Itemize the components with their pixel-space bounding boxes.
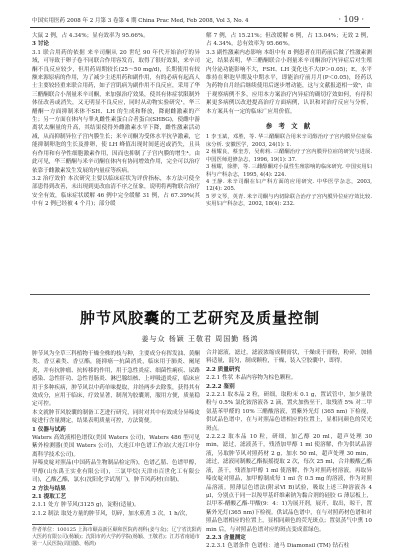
section-heading: 2 方法与结果 <box>32 485 66 492</box>
paragraph: 合并滤液，滤过，滤液浓缩成稠膏状，干燥成干膏粉，粉碎，加辅料适量，混匀，制成颗粒，干燥，装入空胶囊中，即得。 <box>206 350 372 365</box>
body-right-column <box>206 349 372 554</box>
paragraph: 大鼠 2 例，占 4.34%；显有效率为 95.66%。 <box>32 33 149 39</box>
section-heading: 3 讨论 <box>32 41 50 48</box>
article-divider <box>30 294 370 295</box>
reference-item: 3 杨耀，徐胖，等. 三雌醇酮对小鼠性生殖影响的临床研究. 中国实用妇科与产科杂志，1995, 4(4): 224. <box>206 164 372 178</box>
paragraph: 3.3 副性激素内态影响 本组中有 8 例患者在用药前后做了性激素测定，结果表明，华三醋酮联合小剂量米辛司酮治疗内异症后对生殖内分泌功能影响不大，FSH、LH 变化也不大(P＞0.05)；E，水平维持在卵泡早期及中期水平，即能治疗前月月(P＜0.05)，经药以为药物自月经后继续使用后逐步增动能，这与文献报道相一致⁵，由于观察病例不多，应用本方案治疗内异症的确切疗效如何，有待积累更多病例以改进提高治疗方面病例，认识和对治疗反应与分析，本方案具有一定的临床广应用价值。 <box>206 49 372 115</box>
paragraph: 3.2 治疗效价 本次研究主要以临床症状为评价指标，本方法可使全部患得到改善，未出现到更改血清不序之征象，说明将两物联合治疗安全有效，临床症状缓解 46 例中完全缓解 31 例，占 67.39%(其中有 2 例已经被 4 个月)；部分缓 <box>32 175 200 208</box>
paragraph: 2.2.1 性状 本品内容物为棕色颗粒。 <box>206 375 297 382</box>
subsection-heading: 2.2.2 鉴别 <box>206 383 235 390</box>
top-right-column <box>206 32 372 287</box>
section-heading: 1 仪器与试药 <box>32 426 66 433</box>
paragraph: Waters 高效液相色谱仪(美国 Waters 公司)，Waters 486 型可见紫外检测器(美国 Waters 公司)，大连江申色谱工作站(大连江申分离科学技术公司)。 <box>32 435 200 458</box>
reference-item: 5 罗文琴，英青. 米辛司酮与内切除联合治疗子宫内膜异位症疗效比较. 实用妇产科杂志，2002, 18(4): 232. <box>206 193 372 208</box>
footnote-rule <box>32 524 92 525</box>
reference-item: 1 李玉斌，邓胜，等. 华三醋酮联合用米辛司醇治疗子宫内膜异位症临床分析. 安徽医学，2003, 24(1): 1. <box>206 134 372 148</box>
page-number: · 109 · <box>338 15 364 24</box>
top-left-column <box>32 32 200 287</box>
header-rule <box>30 27 370 28</box>
body-left-column <box>32 350 200 520</box>
paragraph: 2.1.2 制法 取处方量的肿节风，切碎，加水煎煮 3 次，1 h/次， <box>32 510 191 517</box>
subsection-heading: 2.2.3 含量测定 <box>206 534 246 541</box>
running-header: 中国实用医药 2008 年 2 月第 3 卷第 4 期 China Prac Med, Feb 2008, Vol 3, No. 4 <box>32 18 249 24</box>
article-title: 肿节风胶囊的工艺研究及质量控制 <box>79 309 320 327</box>
paragraph: 2.1.1 处方 肿节风(3125 g)，淀粉(适量)。 <box>32 502 140 509</box>
paragraph: 本文就肿节风胶囊的制备工艺进行研究，同时对其中有效成分异嗪皮啶进行含量测定，结果表明质量可控，方法简便。 <box>32 409 200 425</box>
article-authors: 姜与众 杨颖 王敬君 周国勤 杨鸿 <box>141 335 259 343</box>
reference-item: 4 王静. 米辛司酮在妇产科方面的应用研究. 中华医学杂志，2003, 12(4): 205. <box>206 178 372 193</box>
reference-item: 2 杨耀良，蔡奎芳，吴莉莉. 三醋酮治疗子宫内膜异位症的研究与进展. 中国医师进修杂志，1996, 19(1): 37. <box>206 149 372 163</box>
paragraph: 2.2.3.1 色谱条件 色谱柱：迪马 Diamonsil (TM) 钻石柱 <box>206 543 350 550</box>
references-title: 参 考 文 献 <box>265 122 313 131</box>
author-affiliation-footnote: 作者单位：100125 上海市颐高新区颐和医院药剂科(姜与众)；辽宁省沈阳药大医药有限公司(杨颖)；沈阳市药大学药学院(杨颖、王敬君)；江苏省南通市第一人民医院(周国勤、杨鸿) <box>32 527 202 547</box>
subsection-heading: 2.1 提取工艺 <box>32 493 67 500</box>
paragraph: 异嗪皮啶对照品(中国药品生物制品检定所)，色谱乙腈、色谱甲醇，甲醇(山东禹王实业有限公司)，三氯甲烷(天津市百世化工有限公司)，乙酸乙酯，氯水(沈阳化学试剂厂)，肿节风药材(自制)。 <box>32 460 200 484</box>
subsection-heading: 2.2 质量研究 <box>206 366 241 373</box>
paragraph: 肿节风为全草三科植物干燥全株的枝与种，主要成分有挥发油、黄酮类、香豆素类、香豆酯，能抑癌一抗菌消炎，临床用于肺炎、阑尾炎，并有抗肿瘤、抗转移的作用，用于急性炎症、细菌性痢疾、尿路感染、急性肝功、急性胃肠炎、淋巴腺结核、上呼吸道炎症，临床应用于多种疾病，肿节风以中药单味提取，并经两步去除浆，获得其有效成分，应用于临床，疗效显著，制剂为胶囊剂，服用方便，质量稳定可控。 <box>32 351 200 408</box>
paragraph: 2.2.2.2 取本品 10 粒，研细，加乙醇 20 ml，超声处理 30 min，滤过，滤液蒸干，残渣加甲醇 1 ml 使溶解，作为供试品溶液，另取肿节风对照药材 2 g，加水 50 ml，超声处理 30 min，滤过，滤液同制酸乙酯振摇提取 2 次，每次 25 ml，合并酸酸乙酯液，蒸干，残渣加甲醇 1 ml 使溶解，作为对照药材溶液。再取异嗪皮啶对照品，加甲醇制成每 1 ml 含 0.5 mg 的溶液，作为对照品溶液。照薄层色谱法(附录Ⅵ B)试验，吸取上述三种溶液各 4 μl，分别点于同一以羧甲基纤维素钠为黏合剂的硅胶 G 薄层板上，以甲苯-醋酸乙酯-甲酸(9：4：1)为展开剂，展开，取出，晾干，置紫外光灯(365 nm)下检视。供试品色谱中，在与对照药材色谱和对照品色谱相应的位置上，显相同颜色的荧光斑点；置氨蒸气中熏 10 min 后，与对照品色谱对应的斑点变成蓝绿色。 <box>206 434 372 533</box>
paragraph: 2.2.2.1 取本品 2 粒，研细，取粉末 0.1 g，置试管中，加少量铁粉与 0.5% 氯化铵溶液各 2 滴，置火加热至干，取残渣 5% 对二甲氨基苯甲醛的 10% 三醋酸溶液，置紫外光灯 (365 nm) 下检视，供试品色谱中，在与对照品色谱相应的位置上，显相同颜色的荧光斑点。 <box>206 392 372 432</box>
paragraph: 3.1 联合用药的依据 来辛司酮从 20 世纪 90 年代开始治疗的异域，可导致于卵子卷不同联合作用容发育，取得了很好效果，来辛司酮不良反应较少，但用药周期较长(25～50 mg/d)，长期使用有较额来源原病的作用，为了减少主述用药和副作用，有的必病有起高人士主要较轻重来联合用药，如子宫肌病为副作用不良反应，采用了华三醋酮联合小剂量米辛司酮，来加强治疗效果，使其有体症状限制外体征改善或消失，又无明显不良反应，同时从动物实验研究¹，华三醋酮一方面抑制米体不SH、LH 的生成和释放，降耐雌激素的产生；另一方面在体内与睾丸雌性素蛋白合者蛋白(SHBG)，使雌中游离状太酮量的升高，其结果使得外雌激素水平下降，雌性激素活动减，从而抑制异位子宫内膜生长；米辛司酮为受体水平抗孕激素，它能抑制卵泡的生长及排卵，使 LH 峰值出现时间延迟或消失，且具有作用和有孕性细胞激素作用，因而也抑制了子宫内膜的增生⁴。由此可见，华三醋酮与米辛司酮在体内有协同增效作用，完全可以治疗依靠于雌激素发生发展的内量症等疾病。 <box>32 49 200 174</box>
paragraph: 解 7 例，占 15.21%；但改缓解 6 例，占 13.04%；无效 2 例，占 4.34%，总有效率为 95.66%。 <box>206 33 372 48</box>
